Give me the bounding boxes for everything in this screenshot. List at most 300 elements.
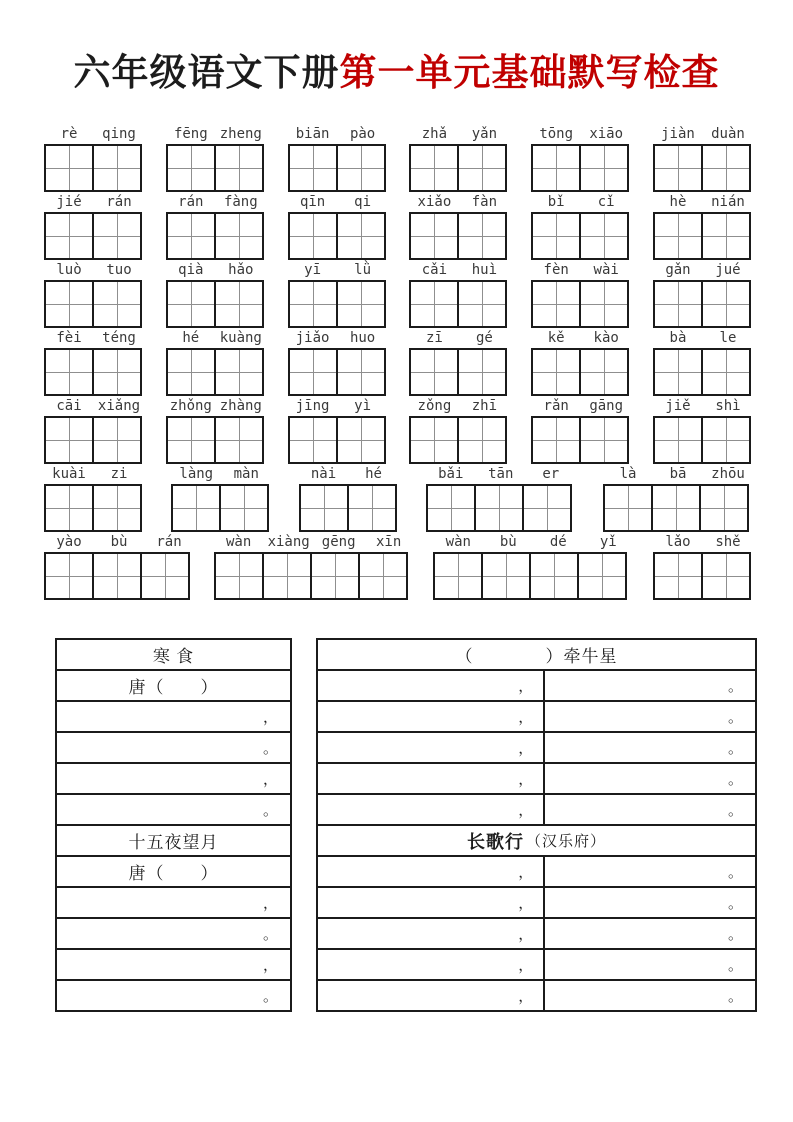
character-box (288, 212, 338, 260)
pinyin-syllable: jiě (665, 398, 691, 414)
pinyin-syllable: bà (669, 330, 687, 346)
word-item (44, 328, 144, 396)
word-row (44, 396, 753, 464)
poem-title-blank: （ ） (455, 647, 564, 666)
word-item (299, 464, 399, 532)
character-box (166, 280, 216, 328)
writing-grid (409, 280, 509, 328)
pinyin-syllable: màn (233, 466, 259, 482)
character-box (44, 144, 94, 192)
character-box (457, 212, 507, 260)
writing-grid (653, 416, 753, 464)
pinyin-label (288, 124, 388, 144)
pinyin-syllable: zhǒng (169, 398, 212, 414)
character-box (699, 484, 749, 532)
character-box (579, 212, 629, 260)
character-box (310, 552, 360, 600)
pinyin-syllable: nài (310, 466, 337, 482)
writing-grid (288, 212, 388, 260)
pinyin-syllable: biān (295, 126, 330, 142)
word-item (166, 260, 266, 328)
character-box (457, 348, 507, 396)
poem-author: 唐（ ） (57, 669, 290, 700)
poem-line: ， (57, 700, 290, 731)
pinyin-label (166, 124, 266, 144)
character-box (44, 348, 94, 396)
pinyin-syllable: fēng (173, 126, 208, 142)
character-box (262, 552, 312, 600)
poem-line-row (318, 948, 755, 979)
word-item (531, 124, 631, 192)
poem-line-second-half: 。 (727, 679, 743, 695)
pinyin-label (166, 260, 266, 280)
pinyin-syllable: rǎn (543, 398, 569, 414)
character-box (336, 212, 386, 260)
character-box (44, 212, 94, 260)
word-item (409, 192, 509, 260)
page-title-highlight: 第一单元基础默写检查 (339, 53, 720, 94)
pinyin-syllable: yào (56, 534, 82, 550)
character-box (653, 348, 703, 396)
pinyin-syllable: rán (156, 534, 182, 550)
word-item (288, 192, 388, 260)
writing-grid (171, 484, 271, 532)
pinyin-syllable: fèi (56, 330, 82, 346)
word-row (44, 328, 753, 396)
writing-grid (409, 416, 509, 464)
writing-grid (288, 348, 388, 396)
pinyin-syllable: cǎi (421, 262, 448, 278)
pinyin-syllable: làng (179, 466, 214, 482)
writing-grid (653, 144, 753, 192)
character-box (166, 348, 216, 396)
character-box (531, 144, 581, 192)
pinyin-syllable: jué (715, 262, 741, 278)
poem-title-text: 长歌行 (466, 831, 524, 852)
pinyin-syllable: nián (711, 194, 745, 210)
character-box (92, 416, 142, 464)
pinyin-label (653, 396, 753, 416)
poem-line-row (318, 762, 755, 793)
pinyin-syllable: yì (354, 398, 372, 414)
pinyin-syllable: jiǎo (295, 330, 330, 346)
word-item (426, 464, 576, 532)
poem-line-second-half: 。 (727, 803, 743, 819)
poem-line-second-half: 。 (727, 710, 743, 726)
poem-line-second-half: 。 (727, 896, 743, 912)
character-box (166, 416, 216, 464)
word-row (44, 192, 753, 260)
writing-grid (44, 280, 144, 328)
character-box (577, 552, 627, 600)
pinyin-syllable: kuàng (219, 330, 262, 346)
character-box (409, 212, 459, 260)
character-box (426, 484, 476, 532)
pinyin-syllable: xīn (376, 534, 402, 550)
word-item (44, 124, 144, 192)
poem-title (318, 824, 755, 855)
pinyin-syllable: tān (488, 466, 514, 482)
character-box (651, 484, 701, 532)
pinyin-syllable: qing (102, 126, 136, 142)
poem-line-row (318, 917, 755, 948)
pinyin-syllable: jiàn (661, 126, 695, 142)
word-item (409, 124, 509, 192)
poem-line-row (318, 855, 755, 886)
pinyin-label (653, 532, 753, 552)
writing-grid (166, 212, 266, 260)
word-item (409, 396, 509, 464)
pinyin-syllable: hǎo (228, 262, 254, 278)
poem-title-text: 牵牛星 (563, 647, 618, 666)
character-box (92, 280, 142, 328)
pinyin-syllable: kuài (52, 466, 86, 482)
pinyin-syllable: hé (365, 466, 382, 482)
pinyin-label (409, 260, 509, 280)
poem-table-left (55, 638, 292, 1012)
character-box (603, 484, 653, 532)
character-box (531, 348, 581, 396)
character-box (288, 416, 338, 464)
character-box (701, 348, 751, 396)
pinyin-label (166, 192, 266, 212)
pinyin-syllable: rán (178, 194, 204, 210)
pinyin-syllable: zheng (219, 126, 262, 142)
pinyin-syllable: gāng (589, 398, 624, 414)
word-item (166, 328, 266, 396)
pinyin-syllable: yǎn (471, 126, 498, 142)
pinyin-label (44, 464, 144, 484)
pinyin-label (603, 464, 753, 484)
poem-line: ， (57, 886, 290, 917)
pinyin-syllable: bù (499, 534, 517, 550)
word-grid-section (44, 124, 753, 600)
character-box (299, 484, 349, 532)
word-item (531, 396, 631, 464)
character-box (531, 212, 581, 260)
poem-line: 。 (57, 793, 290, 824)
pinyin-syllable: wàn (226, 534, 252, 550)
character-box (653, 416, 703, 464)
pinyin-syllable: huo (349, 330, 376, 346)
poem-line-first-half: ， (318, 733, 545, 762)
writing-grid (166, 416, 266, 464)
pinyin-syllable: bǐ (547, 194, 565, 210)
character-box (214, 212, 264, 260)
writing-grid (653, 552, 753, 600)
word-item (531, 328, 631, 396)
pinyin-label (44, 532, 194, 552)
pinyin-label (653, 124, 753, 144)
pinyin-syllable: yī (304, 262, 322, 278)
pinyin-syllable: qīn (299, 194, 326, 210)
character-box (433, 552, 483, 600)
character-box (336, 348, 386, 396)
pinyin-label (433, 532, 633, 552)
pinyin-syllable: lǎo (665, 534, 691, 550)
pinyin-label (171, 464, 271, 484)
pinyin-syllable: zi (110, 466, 128, 482)
word-item (433, 532, 633, 600)
word-item (653, 396, 753, 464)
word-item (44, 260, 144, 328)
writing-grid (44, 416, 144, 464)
character-box (44, 280, 94, 328)
writing-grid (288, 144, 388, 192)
poem-line-row (318, 700, 755, 731)
writing-grid (653, 280, 753, 328)
pinyin-syllable: rán (106, 194, 132, 210)
pinyin-syllable: kě (547, 330, 565, 346)
pinyin-label (409, 396, 509, 416)
pinyin-syllable: gé (475, 330, 493, 346)
character-box (579, 144, 629, 192)
writing-grid (531, 416, 631, 464)
writing-grid (653, 348, 753, 396)
word-item (288, 328, 388, 396)
pinyin-label (653, 192, 753, 212)
pinyin-label (288, 328, 388, 348)
writing-grid (433, 552, 633, 600)
poem-line: ， (57, 948, 290, 979)
word-item (171, 464, 271, 532)
character-box (288, 144, 338, 192)
pinyin-syllable: xiàng (267, 534, 310, 550)
pinyin-label (409, 328, 509, 348)
pinyin-label (531, 260, 631, 280)
pinyin-syllable: hè (669, 194, 687, 210)
poem-line-first-half: ， (318, 888, 545, 917)
pinyin-syllable: rè (60, 126, 78, 142)
pinyin-syllable: wài (593, 262, 619, 278)
writing-grid (531, 280, 631, 328)
pinyin-syllable: zhàng (219, 398, 262, 414)
pinyin-syllable: fèn (543, 262, 569, 278)
character-box (409, 280, 459, 328)
pinyin-syllable: cǐ (597, 194, 615, 210)
character-box (701, 212, 751, 260)
poem-line-row (318, 793, 755, 824)
poem-line-second-half: 。 (727, 958, 743, 974)
character-box (457, 280, 507, 328)
pinyin-syllable: bù (110, 534, 128, 550)
character-box (701, 552, 751, 600)
character-box (214, 416, 264, 464)
poem-line: 。 (57, 731, 290, 762)
pinyin-label (531, 192, 631, 212)
word-item (44, 464, 144, 532)
writing-grid (603, 484, 753, 532)
poem-line: 。 (57, 979, 290, 1010)
pinyin-syllable: tuo (106, 262, 132, 278)
pinyin-label (531, 124, 631, 144)
word-item (653, 192, 753, 260)
character-box (474, 484, 524, 532)
word-item (44, 532, 194, 600)
pinyin-label (288, 260, 388, 280)
character-box (171, 484, 221, 532)
pinyin-label (288, 192, 388, 212)
character-box (347, 484, 397, 532)
poem-line-first-half: ， (318, 671, 545, 700)
pinyin-label (653, 328, 753, 348)
writing-grid (288, 416, 388, 464)
character-box (44, 416, 94, 464)
poem-author: 唐（ ） (57, 855, 290, 886)
character-box (653, 144, 703, 192)
writing-grid (299, 484, 399, 532)
poem-line-first-half: ， (318, 857, 545, 886)
pinyin-syllable: hé (182, 330, 200, 346)
writing-grid (44, 348, 144, 396)
pinyin-syllable: xiǎng (97, 398, 141, 414)
character-box (219, 484, 269, 532)
writing-grid (409, 212, 509, 260)
writing-grid (409, 348, 509, 396)
word-item (653, 260, 753, 328)
character-box (92, 212, 142, 260)
pinyin-syllable: lǜ (354, 262, 372, 278)
pinyin-syllable: shě (715, 534, 741, 550)
poem-line-second-half: 。 (727, 865, 743, 881)
poem-line-second-half: 。 (727, 772, 743, 788)
character-box (214, 144, 264, 192)
pinyin-syllable: er (542, 466, 560, 482)
character-box (409, 348, 459, 396)
poem-line-first-half: ， (318, 795, 545, 824)
word-item (288, 396, 388, 464)
writing-grid (531, 348, 631, 396)
character-box (529, 552, 579, 600)
word-item (166, 124, 266, 192)
pinyin-syllable: kào (593, 330, 619, 346)
pinyin-label (531, 396, 631, 416)
pinyin-syllable: zhī (471, 398, 498, 414)
character-box (579, 416, 629, 464)
pinyin-label (531, 328, 631, 348)
word-row (44, 260, 753, 328)
word-item (409, 260, 509, 328)
character-box (409, 416, 459, 464)
word-item (166, 396, 266, 464)
poem-title: 寒 食 (152, 647, 195, 666)
page-title-prefix: 六年级语文下册 (73, 53, 340, 94)
character-box (579, 348, 629, 396)
pinyin-label (426, 464, 576, 484)
pinyin-syllable: zī (425, 330, 443, 346)
pinyin-syllable: jié (56, 194, 82, 210)
pinyin-syllable: bǎi (438, 466, 464, 482)
character-box (44, 484, 94, 532)
pinyin-syllable: tōng (539, 126, 574, 142)
character-box (336, 416, 386, 464)
character-box (457, 416, 507, 464)
poem-line-row (318, 979, 755, 1010)
pinyin-label (44, 124, 144, 144)
pinyin-syllable: zhōu (711, 466, 745, 482)
character-box (522, 484, 572, 532)
pinyin-label (166, 328, 266, 348)
pinyin-syllable: duàn (711, 126, 745, 142)
writing-grid (44, 144, 144, 192)
writing-grid (531, 144, 631, 192)
word-item (288, 124, 388, 192)
poem-line-row (318, 731, 755, 762)
word-row (44, 464, 753, 532)
pinyin-syllable: luò (56, 262, 82, 278)
poem-line: ， (57, 762, 290, 793)
word-item (603, 464, 753, 532)
character-box (701, 416, 751, 464)
character-box (653, 552, 703, 600)
pinyin-syllable: pào (349, 126, 376, 142)
word-item (166, 192, 266, 260)
character-box (214, 280, 264, 328)
writing-grid (426, 484, 576, 532)
word-item (214, 532, 414, 600)
pinyin-syllable: gǎn (665, 262, 691, 278)
pinyin-label (44, 328, 144, 348)
poem-line-first-half: ， (318, 764, 545, 793)
writing-grid (44, 212, 144, 260)
pinyin-syllable: xiǎo (417, 194, 452, 210)
character-box (653, 280, 703, 328)
pinyin-label (166, 396, 266, 416)
pinyin-syllable: fàng (223, 194, 258, 210)
poem-subtitle: （汉乐府） (525, 834, 606, 850)
poem-title (318, 640, 755, 669)
word-item (531, 192, 631, 260)
poem-line-row (318, 669, 755, 700)
word-item (653, 328, 753, 396)
pinyin-syllable: qi (354, 194, 372, 210)
poem-line: 。 (57, 917, 290, 948)
character-box (531, 416, 581, 464)
pinyin-syllable: dé (549, 534, 567, 550)
character-box (579, 280, 629, 328)
character-box (166, 212, 216, 260)
pinyin-label (409, 124, 509, 144)
pinyin-label (299, 464, 399, 484)
pinyin-syllable: jīng (295, 398, 330, 414)
word-item (409, 328, 509, 396)
pinyin-syllable: là (619, 466, 637, 482)
character-box (92, 552, 142, 600)
word-item (653, 124, 753, 192)
character-box (336, 280, 386, 328)
pinyin-label (288, 396, 388, 416)
pinyin-syllable: zǒng (417, 398, 452, 414)
poem-line-first-half: ， (318, 702, 545, 731)
writing-grid (166, 144, 266, 192)
character-box (214, 348, 264, 396)
pinyin-syllable: téng (102, 330, 136, 346)
pinyin-label (653, 260, 753, 280)
character-box (288, 348, 338, 396)
character-box (531, 280, 581, 328)
pinyin-syllable: bā (669, 466, 687, 482)
pinyin-syllable: zhǎ (421, 126, 448, 142)
word-row (44, 532, 753, 600)
writing-grid (214, 552, 414, 600)
writing-grid (409, 144, 509, 192)
writing-grid (288, 280, 388, 328)
pinyin-syllable: fàn (471, 194, 498, 210)
poem-table-right (316, 638, 757, 1012)
character-box (92, 348, 142, 396)
word-item (531, 260, 631, 328)
word-item (44, 192, 144, 260)
